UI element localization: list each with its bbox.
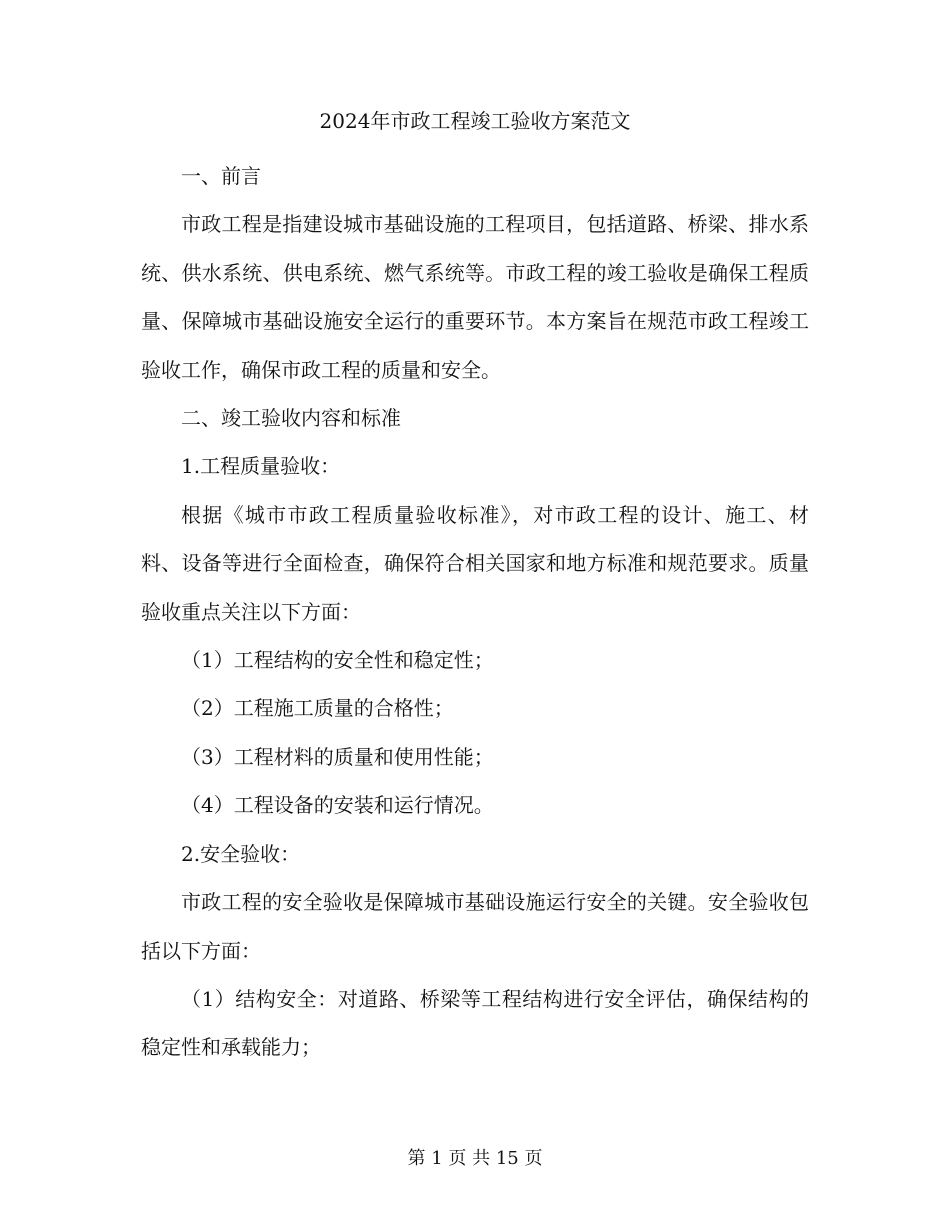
subheading-quality-acceptance: 1.工程质量验收： <box>181 454 341 479</box>
list-item-quality-2: （2）工程施工质量的合格性； <box>181 696 454 721</box>
list-item-safety-1: （1）结构安全：对道路、桥梁等工程结构进行安全评估，确保结构的稳定性和承载能力； <box>141 986 809 1060</box>
paragraph-intro: 市政工程是指建设城市基础设施的工程项目，包括道路、桥梁、排水系统、供水系统、供电系统、燃气系统等。市政工程的竣工验收是确保工程质量、保障城市基础设施安全运行的重要环节。本方案旨在规范市政工程竣工验收工作，确保市政工程的质量和安全。 <box>141 212 809 382</box>
subheading-safety-acceptance: 2.安全验收： <box>181 841 301 866</box>
list-item-quality-4: （4）工程设备的安装和运行情况。 <box>181 793 494 818</box>
paragraph-safety-acceptance: 市政工程的安全验收是保障城市基础设施运行安全的关键。安全验收包括以下方面： <box>141 890 809 963</box>
section-heading-content-standards: 二、竣工验收内容和标准 <box>181 406 401 431</box>
paragraph-quality-acceptance: 根据《城市市政工程质量验收标准》，对市政工程的设计、施工、材料、设备等进行全面检查，确保符合相关国家和地方标准和规范要求。质量验收重点关注以下方面： <box>141 502 809 624</box>
document-title: 2024年市政工程竣工验收方案范文 <box>319 109 631 133</box>
list-item-quality-1: （1）工程结构的安全性和稳定性； <box>181 648 494 673</box>
page-number-footer: 第 1 页 共 15 页 <box>407 1148 543 1169</box>
section-heading-preface: 一、前言 <box>181 164 261 188</box>
document-body <box>141 104 809 1072</box>
list-item-quality-3: （3）工程材料的质量和使用性能； <box>181 744 494 769</box>
